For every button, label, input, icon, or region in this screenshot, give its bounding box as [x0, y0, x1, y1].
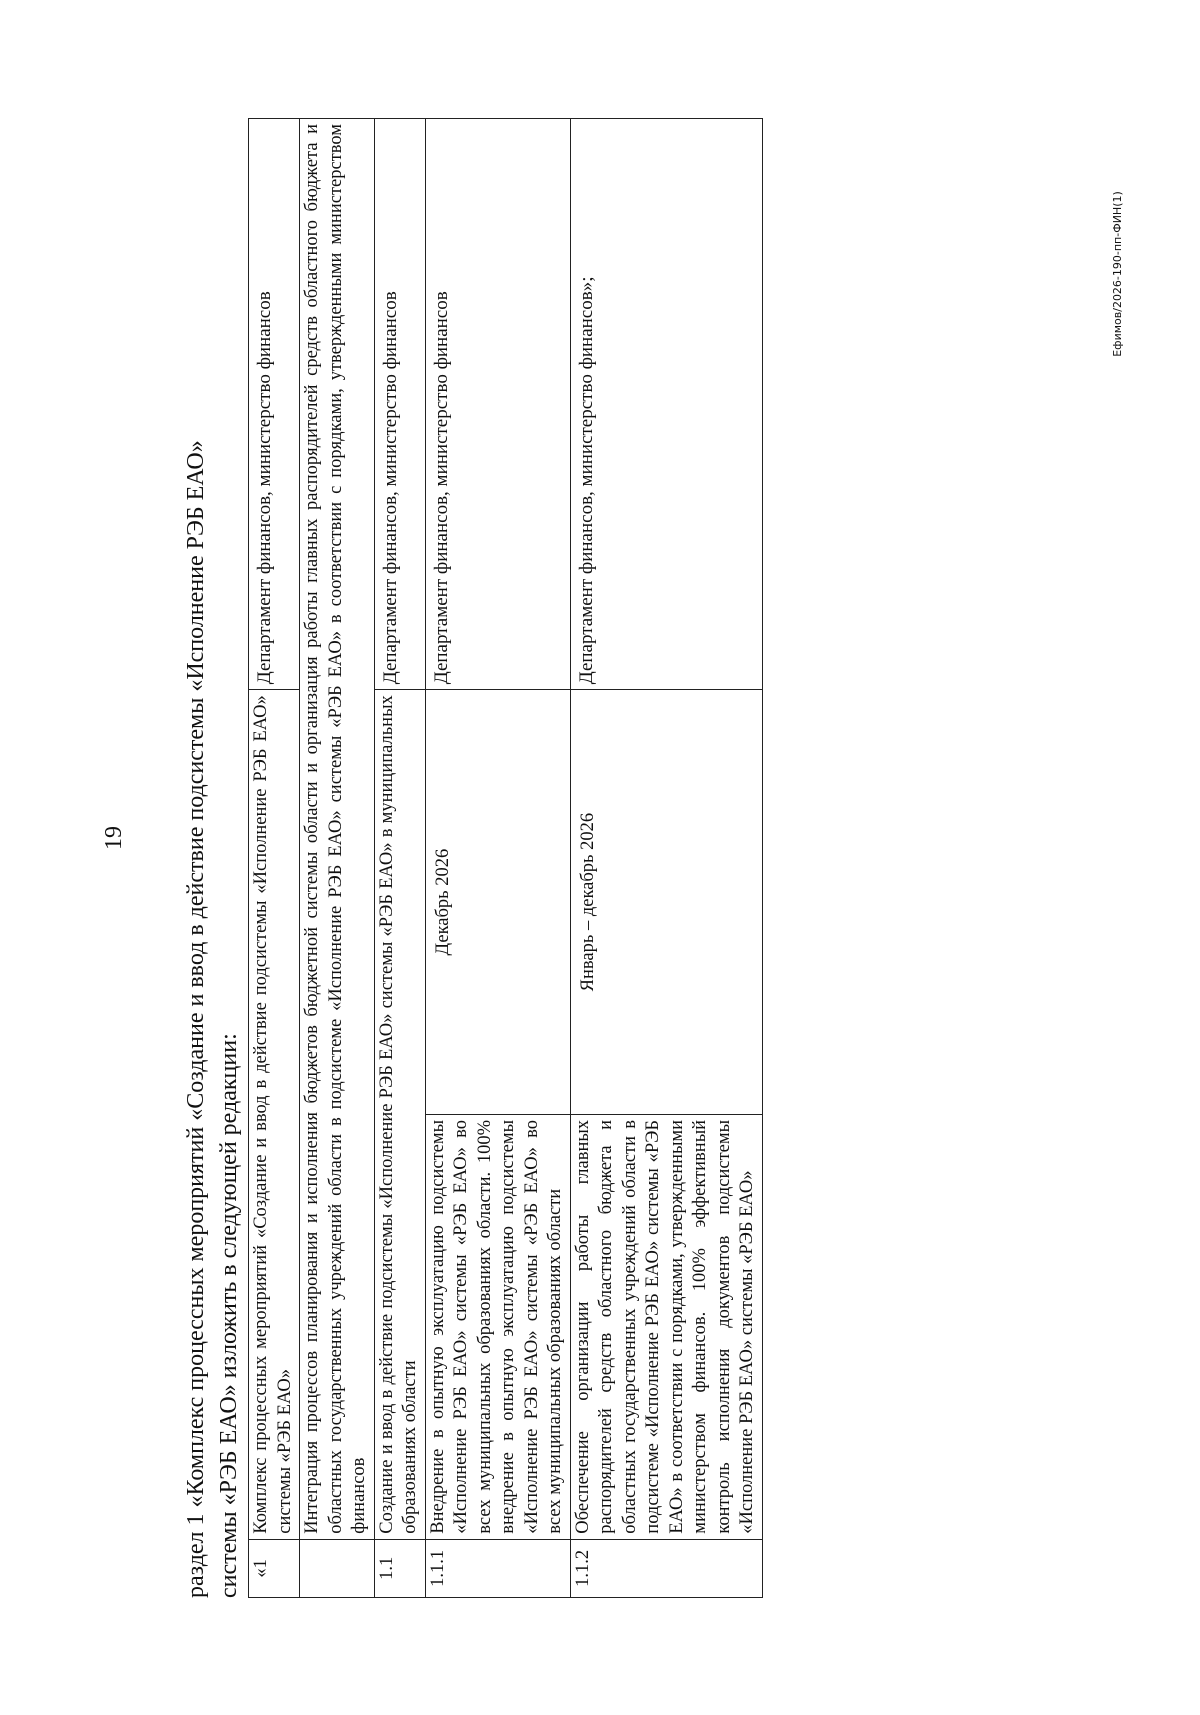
- row-responsible: Департамент финансов, министерство финансов: [249, 119, 300, 690]
- page-number: 19: [101, 826, 127, 850]
- row-name: Обеспечение организации работы главных распорядителей средств областного бюджета и областных государственных учреждений области в подсистеме «Исполнение РЭБ ЕАО» системы «РЭБ ЕАО» в соответствии с порядками, утвержденными министерством финансов. 100% эффективный контроль исполнения документов подсистемы «Исполнение РЭБ ЕАО» системы «РЭБ ЕАО»: [570, 1114, 762, 1539]
- row-responsible: Департамент финансов, министерство финансов»;: [570, 119, 762, 690]
- row-name: Комплекс процессных мероприятий «Создание и ввод в действие подсистемы «Исполнение РЭБ ЕАО» системы «РЭБ ЕАО»: [249, 690, 300, 1539]
- row-name: Создание и ввод в действие подсистемы «Исполнение РЭБ ЕАО» системы «РЭБ ЕАО» в муниципальных образованиях области: [374, 690, 425, 1539]
- row-task-text: Интеграция процессов планирования и исполнения бюджетов бюджетной системы области и организация работы главных распорядителей средств областного бюджета и областных государственных учреждений области в подсистеме «Исполнение РЭБ ЕАО» системы «РЭБ ЕАО» в соответствии с порядками, утвержденными министерством финансов: [300, 119, 375, 1540]
- row-number: [300, 1539, 375, 1597]
- row-responsible: Департамент финансов, министерство финансов: [374, 119, 425, 690]
- document-id: Ефимов/2026-190-пп-ФИН(1): [1111, 191, 1124, 357]
- row-number: 1.1: [374, 1539, 425, 1597]
- table-row: [425, 119, 570, 1598]
- row-term: Декабрь 2026: [425, 690, 570, 1115]
- row-name: Внедрение в опытную эксплуатацию подсистемы «Исполнение РЭБ ЕАО» системы «РЭБ ЕАО» во всех муниципальных образованиях области. 100% внедрение в опытную эксплуатацию подсистемы «Исполнение РЭБ ЕАО» системы «РЭБ ЕАО» во всех муниципальных образованиях области: [425, 1114, 570, 1539]
- heading-line-2: системы «РЭБ ЕАО» изложить в следующей редакции:: [216, 1033, 242, 1598]
- row-number: «1: [249, 1539, 300, 1597]
- row-term: Январь – декабрь 2026: [570, 690, 762, 1115]
- section-heading: [180, 118, 246, 1598]
- row-number: 1.1.1: [425, 1539, 570, 1597]
- table-row: [374, 119, 425, 1598]
- table-row: [570, 119, 762, 1598]
- row-responsible: Департамент финансов, министерство финансов: [425, 119, 570, 690]
- measures-table: [248, 118, 763, 1598]
- table-row: [249, 119, 300, 1598]
- heading-line-1: раздел 1 «Комплекс процессных мероприятий «Создание и ввод в действие подсистемы «Исполнение РЭБ ЕАО»: [183, 440, 209, 1598]
- rotated-content: [180, 118, 757, 1598]
- table-row: [300, 119, 375, 1598]
- row-number: 1.1.2: [570, 1539, 762, 1597]
